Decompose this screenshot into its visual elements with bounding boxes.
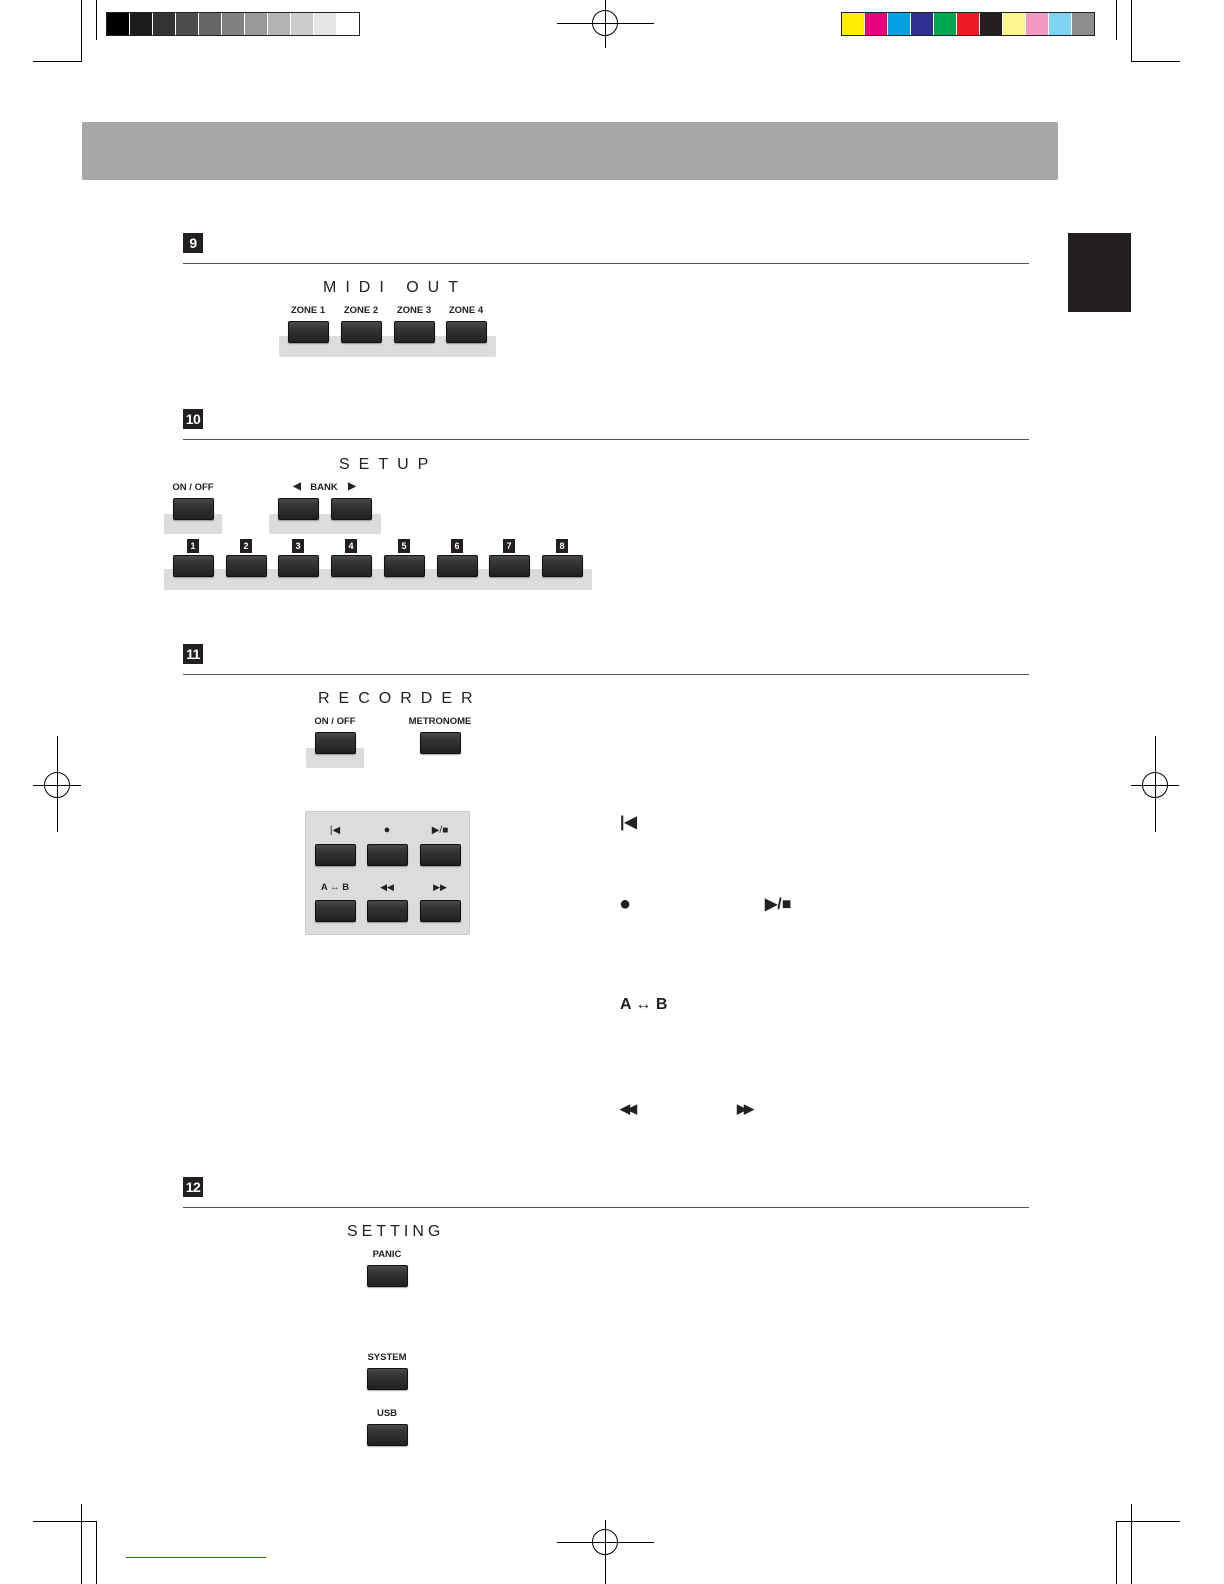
process-color-bar <box>841 12 1095 36</box>
rewind-button[interactable] <box>367 900 408 922</box>
color-swatch-6 <box>957 13 980 35</box>
color-swatch-2 <box>865 13 888 35</box>
color-swatch-11 <box>1072 13 1094 35</box>
setup-8-button[interactable] <box>542 555 583 577</box>
section-divider <box>183 263 1029 264</box>
setup-6-badge: 6 <box>451 539 463 553</box>
setup-on-off-label: ON / OFF <box>172 482 214 493</box>
gray-swatch-1 <box>107 13 130 35</box>
setup-2-badge: 2 <box>240 539 252 553</box>
setup-1-button[interactable] <box>173 555 214 577</box>
gray-swatch-8 <box>268 13 291 35</box>
usb-button[interactable] <box>367 1424 408 1446</box>
setup-5-button[interactable] <box>384 555 425 577</box>
zone-1-button[interactable] <box>288 321 329 343</box>
bank-right-arrow-icon: ▶ <box>348 481 356 492</box>
fast-forward-button[interactable] <box>420 900 461 922</box>
ab-repeat-button[interactable] <box>315 900 356 922</box>
play-stop-icon: ▶/■ <box>431 825 449 836</box>
metronome-button[interactable] <box>420 732 461 754</box>
color-swatch-1 <box>842 13 865 35</box>
setup-6-button[interactable] <box>437 555 478 577</box>
setup-4-button[interactable] <box>331 555 372 577</box>
reset-icon: |◀ <box>329 825 341 836</box>
ab-repeat-desc-icon: A ↔ B <box>620 996 668 1013</box>
section-number-11: 11 <box>183 644 203 664</box>
section-number-12: 12 <box>183 1177 203 1197</box>
section-divider <box>183 674 1029 675</box>
gray-swatch-10 <box>314 13 337 35</box>
gray-swatch-5 <box>199 13 222 35</box>
zone-4-label: ZONE 4 <box>448 305 484 316</box>
setup-1-badge: 1 <box>187 539 199 553</box>
record-button[interactable] <box>367 844 408 866</box>
section-divider <box>183 439 1029 440</box>
footer-link-underline[interactable] <box>126 1557 266 1558</box>
section-divider <box>183 1207 1029 1208</box>
setup-7-button[interactable] <box>489 555 530 577</box>
record-desc-icon: ● <box>619 893 632 915</box>
gray-swatch-4 <box>176 13 199 35</box>
gray-swatch-9 <box>291 13 314 35</box>
color-swatch-7 <box>980 13 1003 35</box>
color-swatch-3 <box>888 13 911 35</box>
gray-swatch-3 <box>153 13 176 35</box>
setup-5-badge: 5 <box>398 539 410 553</box>
zone-3-label: ZONE 3 <box>396 305 432 316</box>
section-number-10: 10 <box>183 409 203 429</box>
bank-up-button[interactable] <box>331 498 372 520</box>
system-label: SYSTEM <box>367 1352 407 1363</box>
play-stop-desc-icon: ▶/■ <box>765 896 792 913</box>
chapter-side-tab <box>1068 233 1131 312</box>
setup-panel-title: SETUP <box>339 456 438 473</box>
fast-forward-icon: ▶▶ <box>433 882 447 892</box>
recorder-on-off-label: ON / OFF <box>314 716 356 727</box>
recorder-panel-title: RECORDER <box>318 690 482 707</box>
gray-swatch-11 <box>337 13 359 35</box>
color-swatch-8 <box>1003 13 1026 35</box>
setup-2-button[interactable] <box>226 555 267 577</box>
panic-label: PANIC <box>372 1249 402 1260</box>
section-number-9: 9 <box>183 233 203 253</box>
midi-out-panel-title: MIDI OUT <box>323 279 467 296</box>
gray-swatch-6 <box>222 13 245 35</box>
zone-2-label: ZONE 2 <box>343 305 379 316</box>
bank-down-button[interactable] <box>278 498 319 520</box>
setup-3-button[interactable] <box>278 555 319 577</box>
color-swatch-9 <box>1026 13 1049 35</box>
chapter-header-bar <box>82 122 1058 180</box>
gray-swatch-2 <box>130 13 153 35</box>
usb-label: USB <box>376 1408 398 1419</box>
system-button[interactable] <box>367 1368 408 1390</box>
metronome-label: METRONOME <box>408 716 472 727</box>
fast-forward-desc-icon: ▶▶ <box>737 1101 751 1116</box>
bank-label: BANK <box>310 482 338 493</box>
rewind-icon: ◀◀ <box>380 882 394 892</box>
setup-4-badge: 4 <box>345 539 357 553</box>
setup-on-off-button[interactable] <box>173 498 214 520</box>
zone-4-button[interactable] <box>446 321 487 343</box>
setting-panel-title: SETTING <box>347 1223 445 1240</box>
reset-button[interactable] <box>315 844 356 866</box>
rewind-desc-icon: ◀◀ <box>620 1101 634 1116</box>
reset-desc-icon: |◀ <box>620 814 637 831</box>
color-swatch-4 <box>911 13 934 35</box>
setup-7-badge: 7 <box>503 539 515 553</box>
setup-8-badge: 8 <box>556 539 568 553</box>
record-icon: ● <box>383 824 391 836</box>
color-swatch-10 <box>1049 13 1072 35</box>
panic-button[interactable] <box>367 1265 408 1287</box>
play-stop-button[interactable] <box>420 844 461 866</box>
zone-3-button[interactable] <box>394 321 435 343</box>
zone-2-button[interactable] <box>341 321 382 343</box>
bank-left-arrow-icon: ◀ <box>293 481 301 492</box>
recorder-on-off-button[interactable] <box>315 732 356 754</box>
grayscale-color-bar <box>106 12 360 36</box>
ab-repeat-icon: A ↔ B <box>320 882 350 893</box>
color-swatch-5 <box>934 13 957 35</box>
setup-3-badge: 3 <box>292 539 304 553</box>
gray-swatch-7 <box>245 13 268 35</box>
zone-1-label: ZONE 1 <box>290 305 326 316</box>
